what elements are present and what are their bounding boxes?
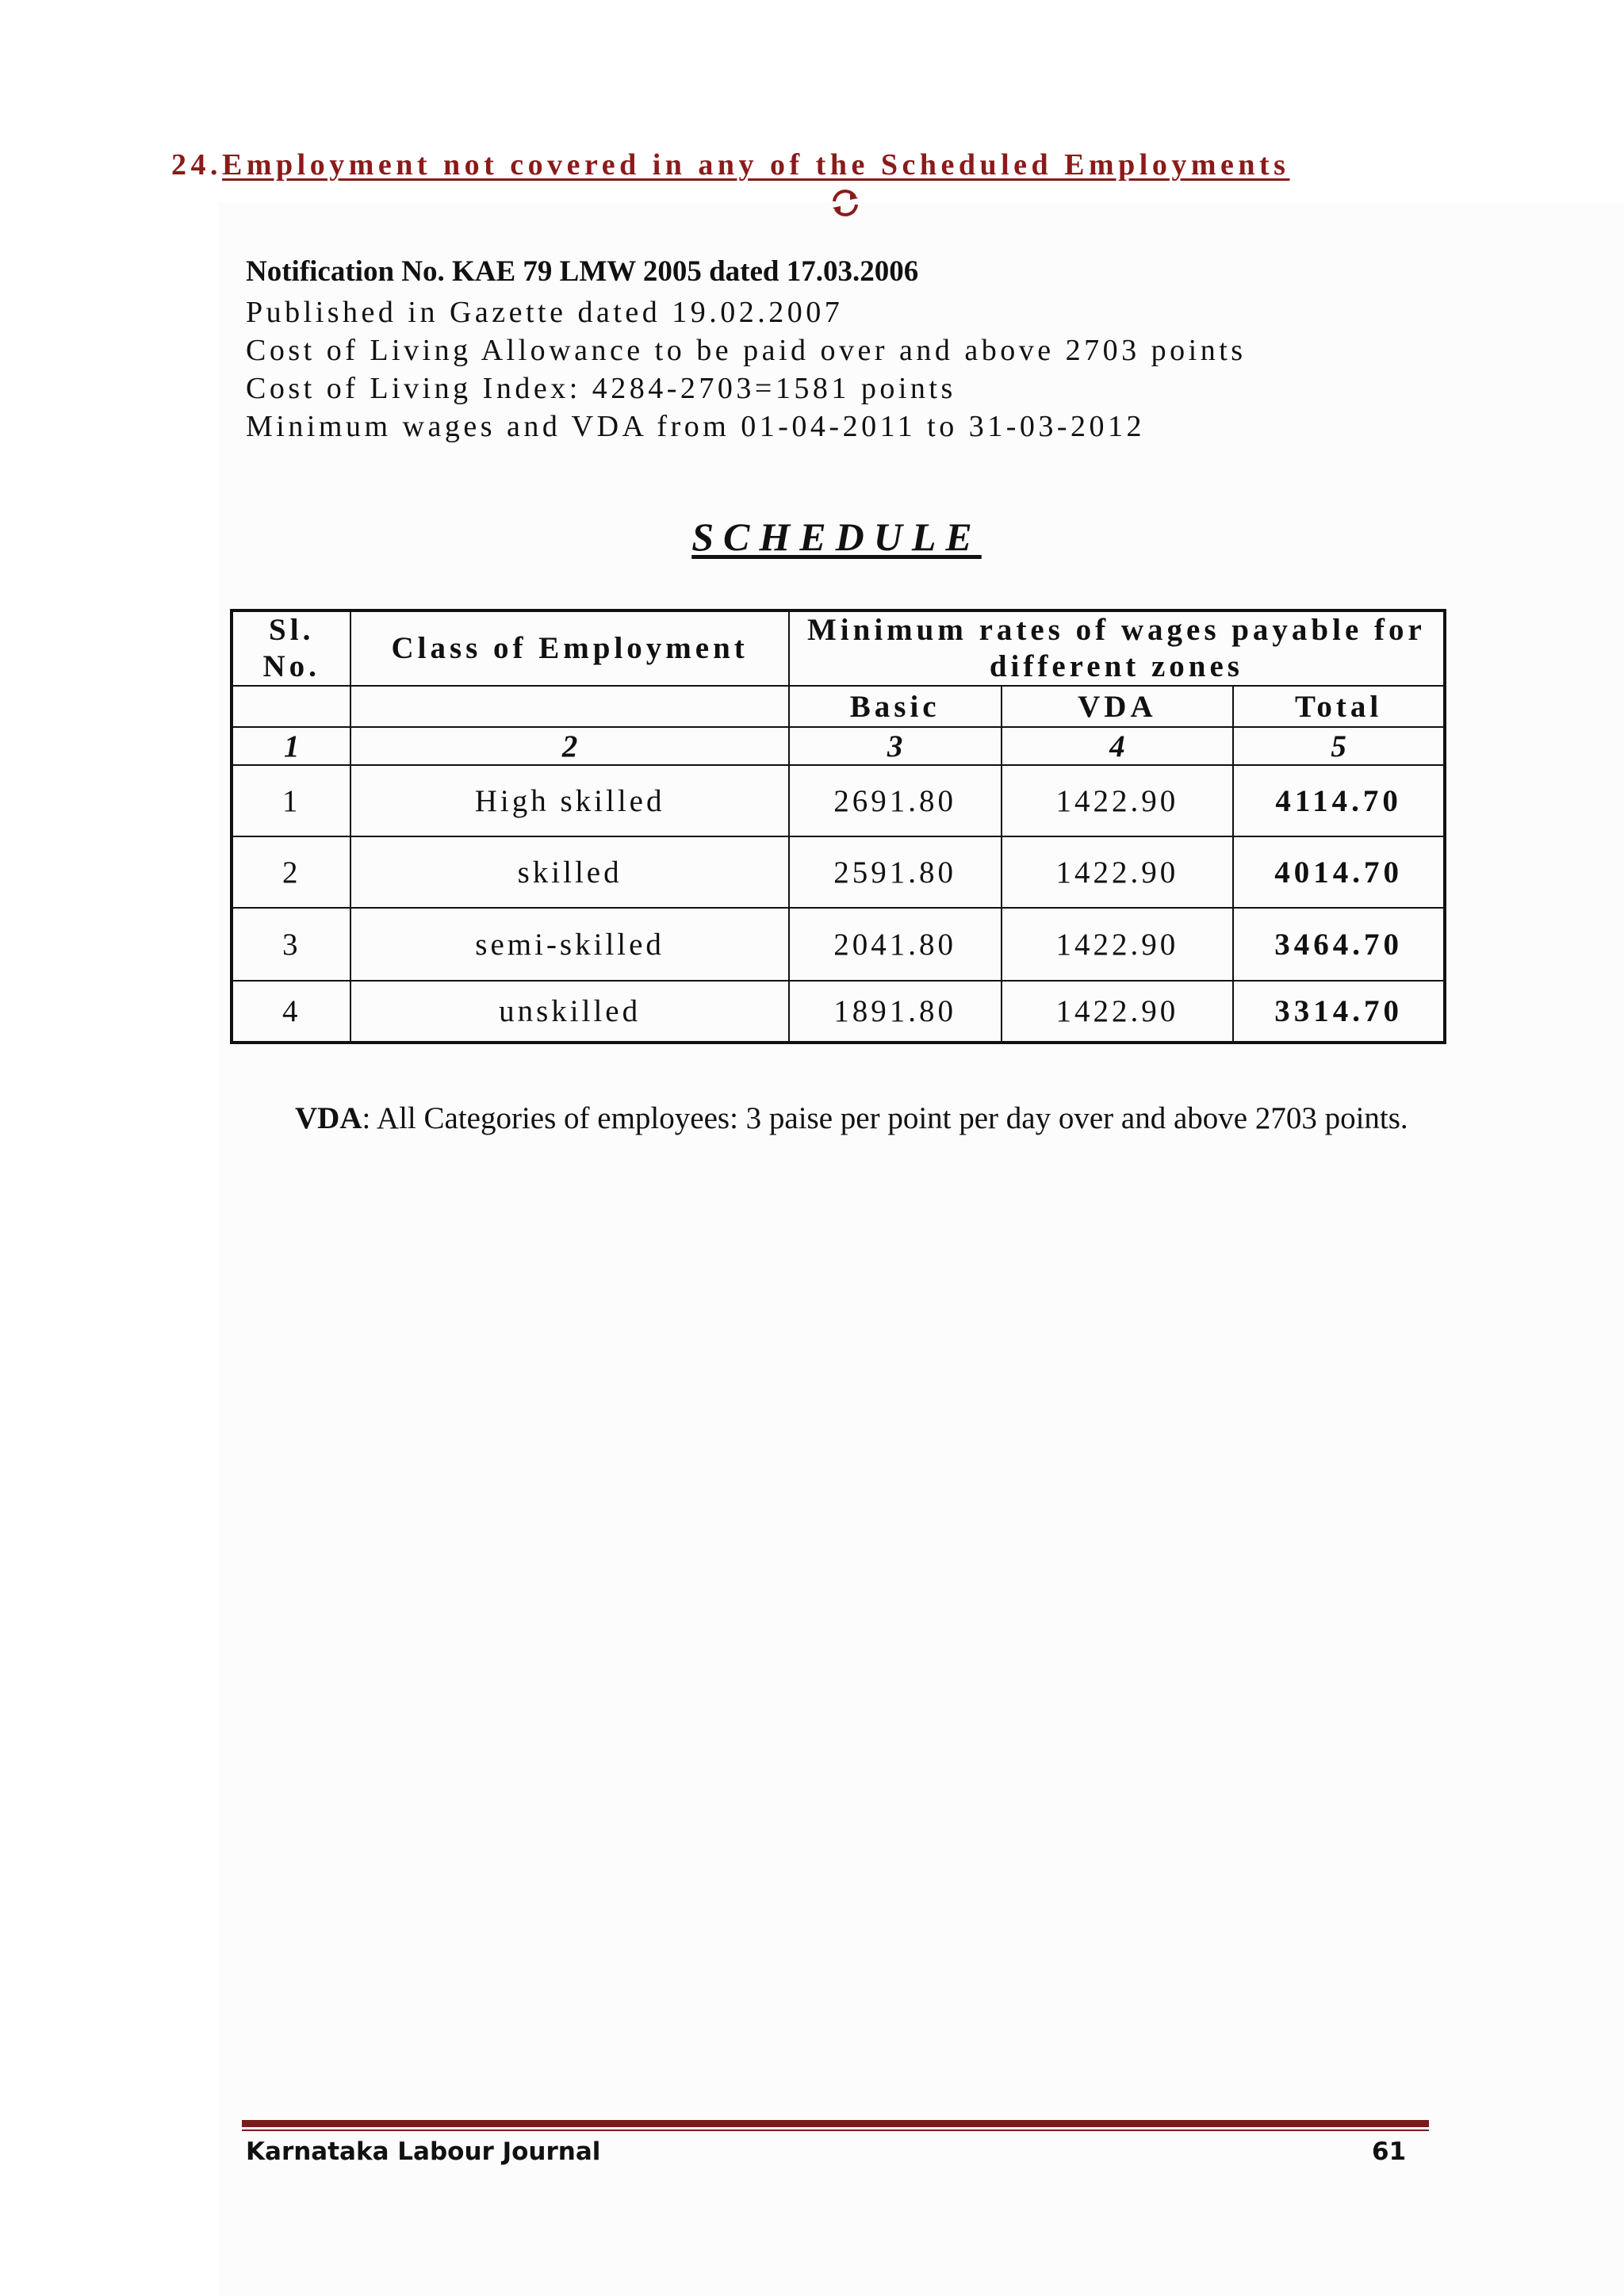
table-subheader-row — [232, 686, 1445, 727]
subheader-empty-2 — [350, 686, 788, 727]
schedule-title: SCHEDULE — [691, 515, 982, 559]
column-number: 2 — [350, 727, 788, 765]
cell-sl: 3 — [232, 908, 350, 981]
table-row — [232, 836, 1445, 908]
gazette-date: Published in Gazette dated 19.02.2007 — [246, 296, 844, 329]
cell-class: unskilled — [350, 981, 788, 1043]
cell-vda: 1422.90 — [1002, 836, 1234, 908]
column-number: 1 — [232, 727, 350, 765]
cell-total: 3464.70 — [1233, 908, 1445, 981]
cell-basic: 2041.80 — [789, 908, 1002, 981]
cell-total: 4114.70 — [1233, 765, 1445, 836]
cell-total: 4014.70 — [1233, 836, 1445, 908]
table-row — [232, 981, 1445, 1043]
section-number: 24. — [171, 148, 222, 182]
page-number: 61 — [1372, 2137, 1407, 2166]
cell-class: skilled — [350, 836, 788, 908]
header-class: Class of Employment — [350, 610, 788, 686]
cell-sl: 2 — [232, 836, 350, 908]
table-row — [232, 908, 1445, 981]
column-number: 3 — [789, 727, 1002, 765]
section-title: Employment not covered in any of the Scheduled Employments — [222, 148, 1290, 182]
vda-note — [295, 1100, 1408, 1136]
table-header-row — [232, 610, 1445, 686]
refresh-icon — [828, 186, 863, 220]
cell-class: semi-skilled — [350, 908, 788, 981]
vda-note-text: : All Categories of employees: 3 paise per point per day over and above 2703 points. — [362, 1101, 1408, 1135]
cost-of-living-index: Cost of Living Index: 4284-2703=1581 points — [246, 372, 956, 405]
column-number-row — [232, 727, 1445, 765]
cell-basic: 2591.80 — [789, 836, 1002, 908]
cell-vda: 1422.90 — [1002, 908, 1234, 981]
cell-basic: 1891.80 — [789, 981, 1002, 1043]
cell-sl: 1 — [232, 765, 350, 836]
subheader-basic: Basic — [789, 686, 1002, 727]
cell-class: High skilled — [350, 765, 788, 836]
header-rates: Minimum rates of wages payable for different zones — [789, 610, 1445, 686]
cell-total: 3314.70 — [1233, 981, 1445, 1043]
cola-info: Cost of Living Allowance to be paid over and above 2703 points — [246, 334, 1247, 367]
vda-note-label: VDA — [295, 1101, 362, 1135]
footer-rule — [242, 2120, 1429, 2131]
subheader-total: Total — [1233, 686, 1445, 727]
section-heading — [171, 147, 1289, 182]
cell-sl: 4 — [232, 981, 350, 1043]
notification-details — [246, 251, 1247, 446]
table-row — [232, 765, 1445, 836]
cell-vda: 1422.90 — [1002, 981, 1234, 1043]
validity-period: Minimum wages and VDA from 01-04-2011 to 31-03-2012 — [246, 410, 1146, 443]
subheader-empty-1 — [232, 686, 350, 727]
wages-table — [230, 609, 1446, 1044]
column-number: 4 — [1002, 727, 1234, 765]
header-sl-no: Sl. No. — [232, 610, 350, 686]
cell-vda: 1422.90 — [1002, 765, 1234, 836]
journal-name: Karnataka Labour Journal — [246, 2137, 601, 2166]
column-number: 5 — [1233, 727, 1445, 765]
cell-basic: 2691.80 — [789, 765, 1002, 836]
notification-number: Notification No. KAE 79 LMW 2005 dated 17.03.2006 — [246, 255, 919, 288]
subheader-vda: VDA — [1002, 686, 1234, 727]
